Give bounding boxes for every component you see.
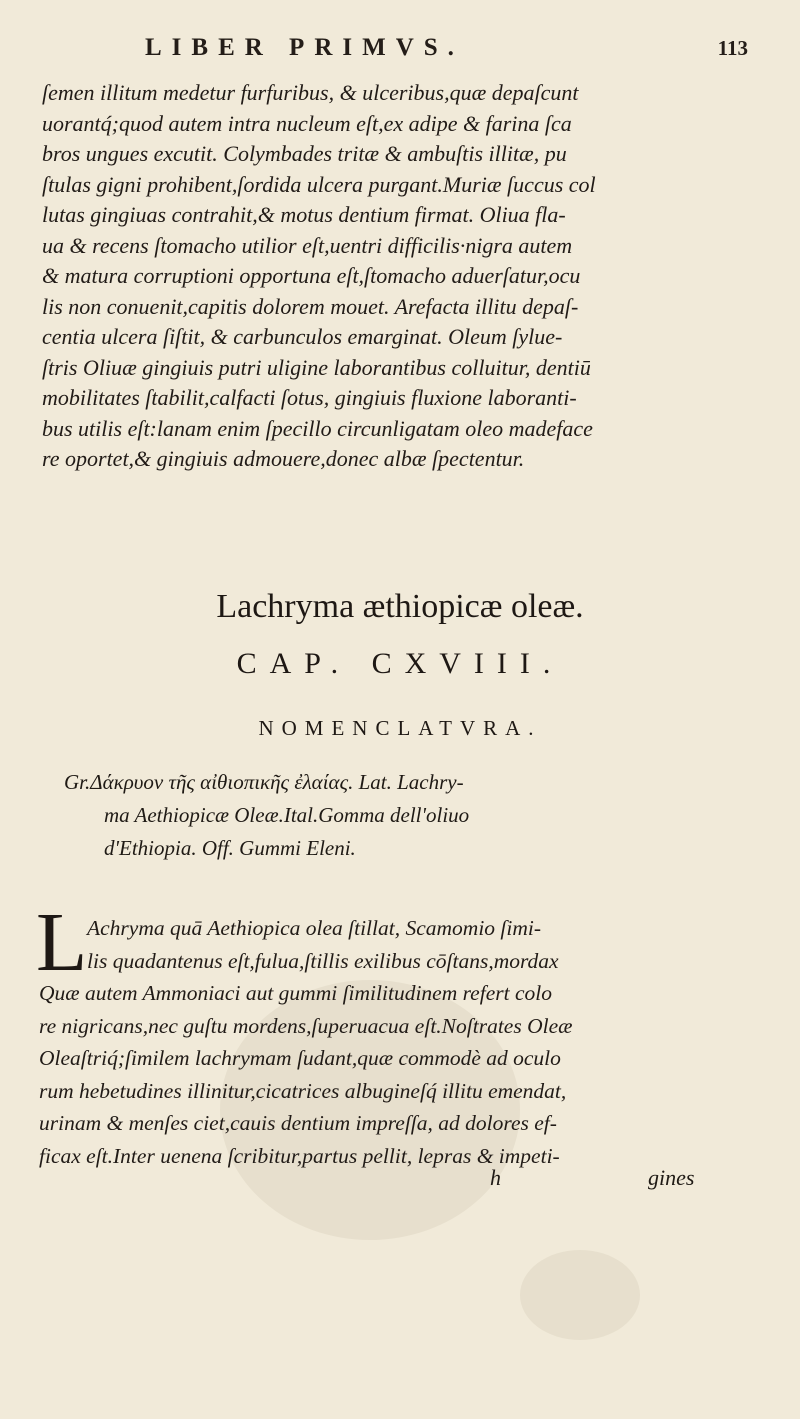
text-line: centia ulcera ſiſtit, & carbunculos emarginat. Oleum ſylue- (42, 324, 563, 349)
text-line: mobilitates ſtabilit,calfacti ſotus, gingiuis fluxione laboranti- (42, 385, 577, 410)
text-line: Oleaſtriq́;ſimilem lachrymam ſudant,quæ commodè ad oculo (39, 1046, 561, 1070)
text-line: lis non conuenit,capitis dolorem mouet. Arefacta illitu depaſ- (42, 293, 579, 319)
nomenclature-line: d'Ethiopia. Off. Gummi Eleni. (104, 836, 356, 860)
text-line: Achryma quā Aethiopica olea ſtillat, Scamomio ſimi- (87, 916, 542, 940)
paper-stain (520, 1250, 640, 1340)
text-line: ficax eſt.Inter uenena ſcribitur,partus pellit, lepras & impeti- (39, 1143, 560, 1168)
text-line: ſtulas gigni prohibent,ſordida ulcera purgant.Muriæ ſuccus col (42, 171, 596, 197)
page-number: 113 (717, 36, 748, 60)
text-line: ſtris Oliuæ gingiuis putri uligine laborantibus colluitur, dentiū (42, 354, 591, 380)
nomenclature-heading: NOMENCLATVRA. (258, 716, 542, 740)
body-text-top (42, 78, 742, 475)
text-line: uorantq́;quod autem intra nucleum eſt,ex adipe & farina ſca (42, 110, 572, 136)
chapter-number: CAP. CXVIII. (236, 647, 564, 680)
running-header (0, 34, 800, 74)
text-line: re oportet,& gingiuis admouere,donec albæ ſpectentur. (42, 446, 525, 471)
text-line: ſemen illitum medetur furfuribus, & ulceribus,quæ depaſcunt (42, 80, 579, 105)
text-line: & matura corruptioni opportuna eſt,ſtomacho aduerſatur,ocu (42, 263, 581, 288)
body-text-bottom (39, 912, 777, 1172)
nomenclature-line: ma Aethiopicæ Oleæ.Ital.Gomma dell'oliuo (104, 803, 470, 827)
signature-mark: h (490, 1165, 501, 1190)
text-line: lis quadantenus eſt,fulua,ſtillis exilibus cōſtans,mordax (87, 948, 559, 973)
chapter-title: Lachryma æthiopicæ oleæ. (216, 588, 584, 625)
text-line: ua & recens ſtomacho utilior eſt,uentri difficilis·nigra autem (42, 232, 573, 258)
text-line: urinam & menſes ciet,cauis dentium impreſſa, ad dolores ef- (39, 1111, 557, 1135)
nomenclature-line: Gr.Δάκρυον τῆς αἰθιοπικῆς ἐλαίας. Lat. Lachry- (64, 770, 464, 794)
nomenclature-block (64, 766, 774, 865)
running-title: LIBER PRIMVS. (145, 34, 464, 61)
text-line: re nigricans,nec guſtu mordens,ſuperuacua eſt.Noſtrates Oleæ (39, 1013, 573, 1038)
text-line: Quæ autem Ammoniaci aut gummi ſimilitudinem refert colo (39, 981, 552, 1005)
text-line: bus utilis eſt:lanam enim ſpecillo circunligatam oleo madeface (42, 415, 593, 441)
catchword: gines (648, 1165, 695, 1190)
text-line: rum hebetudines illinitur,cicatrices albugineſq́ illitu emendat, (39, 1078, 567, 1103)
drop-cap-initial: L (36, 896, 88, 989)
text-line: bros ungues excutit. Colymbades tritæ & ambuſtis illitæ, pu (42, 141, 567, 166)
text-line: lutas gingiuas contrahit,& motus dentium firmat. Oliua fla- (42, 202, 566, 227)
